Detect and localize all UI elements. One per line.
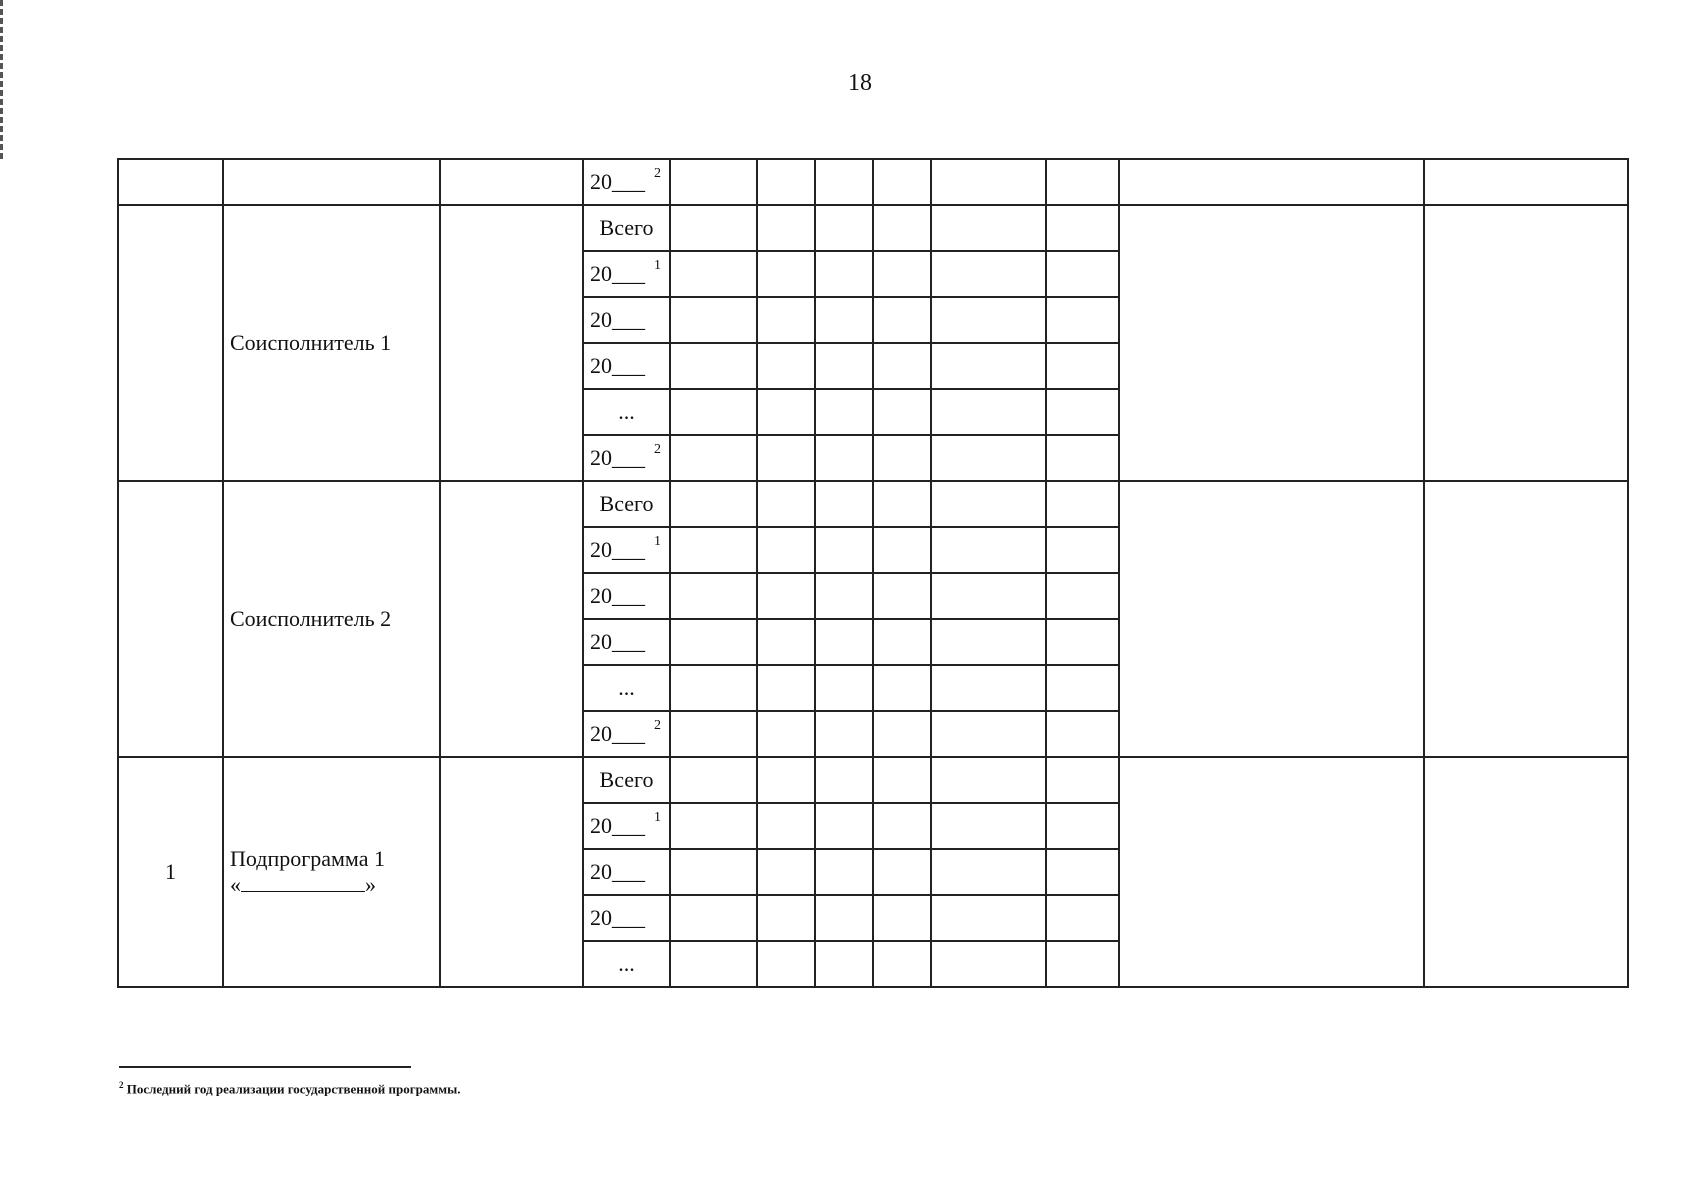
table-cell — [815, 159, 873, 205]
subprogram-number: 1 — [165, 859, 176, 884]
table-cell — [815, 711, 873, 757]
table-cell — [931, 849, 1046, 895]
table-cell — [815, 573, 873, 619]
year-cell — [583, 251, 670, 297]
table-cell — [670, 205, 757, 251]
table-cell — [757, 665, 815, 711]
program-table — [117, 158, 1629, 988]
table-cell — [1046, 205, 1119, 251]
table-cell — [873, 941, 931, 987]
table-cell — [815, 895, 873, 941]
coexecutor-1-cell — [223, 205, 440, 481]
table-cell — [757, 527, 815, 573]
table-cell — [931, 435, 1046, 481]
table-cell — [1046, 343, 1119, 389]
footnote-ref: 2 — [654, 166, 661, 181]
table-cell — [873, 389, 931, 435]
table-cell — [670, 619, 757, 665]
table-cell — [873, 757, 931, 803]
total-cell — [583, 205, 670, 251]
table-cell — [873, 711, 931, 757]
table-cell — [670, 711, 757, 757]
table-cell — [118, 159, 223, 205]
table-cell — [873, 343, 931, 389]
table-cell — [873, 573, 931, 619]
table-cell — [815, 849, 873, 895]
table-cell — [1046, 573, 1119, 619]
table-cell — [757, 711, 815, 757]
table-cell — [873, 251, 931, 297]
table-cell — [931, 389, 1046, 435]
table-cell — [873, 481, 931, 527]
total-label: Всего — [599, 491, 654, 516]
table-cell — [931, 205, 1046, 251]
table-cell — [873, 527, 931, 573]
table-cell — [670, 941, 757, 987]
table-cell — [931, 527, 1046, 573]
table-cell — [1046, 159, 1119, 205]
table-cell — [931, 343, 1046, 389]
table-cell — [1119, 481, 1424, 757]
table-cell — [670, 159, 757, 205]
table-cell — [757, 803, 815, 849]
coexecutor-2-label: Соисполнитель 2 — [230, 606, 392, 631]
table-cell — [931, 711, 1046, 757]
table-cell — [873, 205, 931, 251]
ellipsis-label: ... — [618, 675, 635, 700]
table-cell — [873, 849, 931, 895]
table-cell — [815, 619, 873, 665]
table-cell — [757, 941, 815, 987]
table-cell — [1119, 205, 1424, 481]
table-cell — [670, 665, 757, 711]
year-cell — [583, 435, 670, 481]
subprogram-cell — [223, 757, 440, 987]
year-label: 20___ — [590, 905, 645, 930]
table-cell — [1424, 481, 1628, 757]
table-cell — [815, 481, 873, 527]
table-cell — [1046, 297, 1119, 343]
total-cell — [583, 757, 670, 803]
table-row — [118, 159, 1628, 205]
table-cell — [815, 435, 873, 481]
footnote-ref: 1 — [654, 810, 661, 825]
total-label: Всего — [599, 215, 654, 240]
table-cell — [931, 159, 1046, 205]
table-cell — [757, 895, 815, 941]
table-cell — [670, 297, 757, 343]
table-cell — [440, 481, 583, 757]
table-cell — [873, 803, 931, 849]
table-cell — [1046, 389, 1119, 435]
table-cell — [757, 435, 815, 481]
year-label: 20___ — [590, 629, 645, 654]
table-cell — [1424, 757, 1628, 987]
table-cell — [815, 297, 873, 343]
table-cell — [815, 343, 873, 389]
table-row — [118, 205, 1628, 251]
table-cell — [931, 665, 1046, 711]
table-cell — [670, 803, 757, 849]
table-cell — [1046, 849, 1119, 895]
table-cell — [757, 159, 815, 205]
ellipsis-label: ... — [618, 399, 635, 424]
ellipsis-cell — [583, 665, 670, 711]
table-cell — [757, 205, 815, 251]
table-cell — [670, 481, 757, 527]
year-label: 20___ — [590, 169, 645, 194]
footnote-divider — [119, 1066, 411, 1068]
year-label: 20___ — [590, 859, 645, 884]
table-cell — [1046, 941, 1119, 987]
year-cell — [583, 619, 670, 665]
year-label: 20___ — [590, 721, 645, 746]
table-cell — [873, 665, 931, 711]
table-cell — [1046, 619, 1119, 665]
table-cell — [670, 895, 757, 941]
table-cell — [1046, 251, 1119, 297]
table-cell — [670, 849, 757, 895]
table-cell — [815, 665, 873, 711]
table-cell — [670, 757, 757, 803]
table-cell — [1424, 205, 1628, 481]
year-label: 20___ — [590, 445, 645, 470]
table-cell — [931, 803, 1046, 849]
table-cell — [815, 205, 873, 251]
num-cell — [118, 205, 223, 481]
table-cell — [931, 941, 1046, 987]
coexecutor-1-label: Соисполнитель 1 — [230, 330, 392, 355]
table-cell — [757, 573, 815, 619]
table-cell — [1046, 481, 1119, 527]
table-cell — [440, 205, 583, 481]
table-cell — [1046, 757, 1119, 803]
year-cell — [583, 343, 670, 389]
footnote-ref: 2 — [654, 442, 661, 457]
table-cell — [757, 389, 815, 435]
table-cell — [670, 251, 757, 297]
table-row — [118, 481, 1628, 527]
table-row — [118, 757, 1628, 803]
table-cell — [223, 159, 440, 205]
table-cell — [873, 619, 931, 665]
table-cell — [931, 573, 1046, 619]
table-cell — [670, 573, 757, 619]
table-cell — [815, 389, 873, 435]
table-cell — [1119, 757, 1424, 987]
table-cell — [815, 757, 873, 803]
table-cell — [1119, 159, 1424, 205]
table-cell — [670, 435, 757, 481]
table-cell — [1424, 159, 1628, 205]
year-cell — [583, 527, 670, 573]
table-cell — [757, 619, 815, 665]
year-cell — [583, 297, 670, 343]
table-cell — [757, 757, 815, 803]
year-cell — [583, 895, 670, 941]
table-cell — [931, 895, 1046, 941]
year-label: 20___ — [590, 813, 645, 838]
table-cell — [815, 803, 873, 849]
year-label: 20___ — [590, 537, 645, 562]
table-cell — [1046, 435, 1119, 481]
year-label: 20___ — [590, 353, 645, 378]
table-cell — [670, 527, 757, 573]
num-cell — [118, 757, 223, 987]
page-number: 18 — [848, 70, 872, 96]
table-cell — [815, 251, 873, 297]
table-cell — [873, 297, 931, 343]
coexecutor-2-cell — [223, 481, 440, 757]
table-cell — [757, 481, 815, 527]
year-label: 20___ — [590, 307, 645, 332]
num-cell — [118, 481, 223, 757]
table-cell — [873, 895, 931, 941]
footnote — [119, 1080, 461, 1097]
table-cell — [931, 251, 1046, 297]
ellipsis-cell — [583, 389, 670, 435]
footnote-marker: 2 — [119, 1080, 124, 1090]
table-cell — [873, 435, 931, 481]
table-cell — [1046, 803, 1119, 849]
table-cell — [815, 941, 873, 987]
table-cell — [931, 481, 1046, 527]
total-cell — [583, 481, 670, 527]
footnote-text: Последний год реализации государственной программы. — [126, 1081, 461, 1097]
year-cell — [583, 803, 670, 849]
table-cell — [757, 343, 815, 389]
subprogram-label: Подпрограмма 1 — [230, 846, 385, 871]
table-cell — [757, 251, 815, 297]
year-cell — [583, 573, 670, 619]
open-quote: « — [230, 872, 241, 897]
ellipsis-cell — [583, 941, 670, 987]
year-label: 20___ — [590, 261, 645, 286]
table-cell — [931, 297, 1046, 343]
name-blank-line — [241, 877, 365, 892]
table-cell — [440, 159, 583, 205]
table-cell — [670, 343, 757, 389]
table-cell — [873, 159, 931, 205]
footnote-ref: 1 — [654, 534, 661, 549]
table-cell — [757, 849, 815, 895]
table-cell — [757, 297, 815, 343]
footnote-ref: 2 — [654, 718, 661, 733]
table-cell — [931, 619, 1046, 665]
year-cell — [583, 711, 670, 757]
footnote-ref: 1 — [654, 258, 661, 273]
table-cell — [1046, 895, 1119, 941]
ellipsis-label: ... — [618, 951, 635, 976]
close-quote: » — [365, 872, 376, 897]
table-cell — [1046, 711, 1119, 757]
table-cell — [931, 757, 1046, 803]
total-label: Всего — [599, 767, 654, 792]
table-cell — [440, 757, 583, 987]
year-cell — [583, 849, 670, 895]
table-cell — [815, 527, 873, 573]
year-cell — [583, 159, 670, 205]
table-cell — [670, 389, 757, 435]
year-label: 20___ — [590, 583, 645, 608]
table-cell — [1046, 665, 1119, 711]
table-cell — [1046, 527, 1119, 573]
